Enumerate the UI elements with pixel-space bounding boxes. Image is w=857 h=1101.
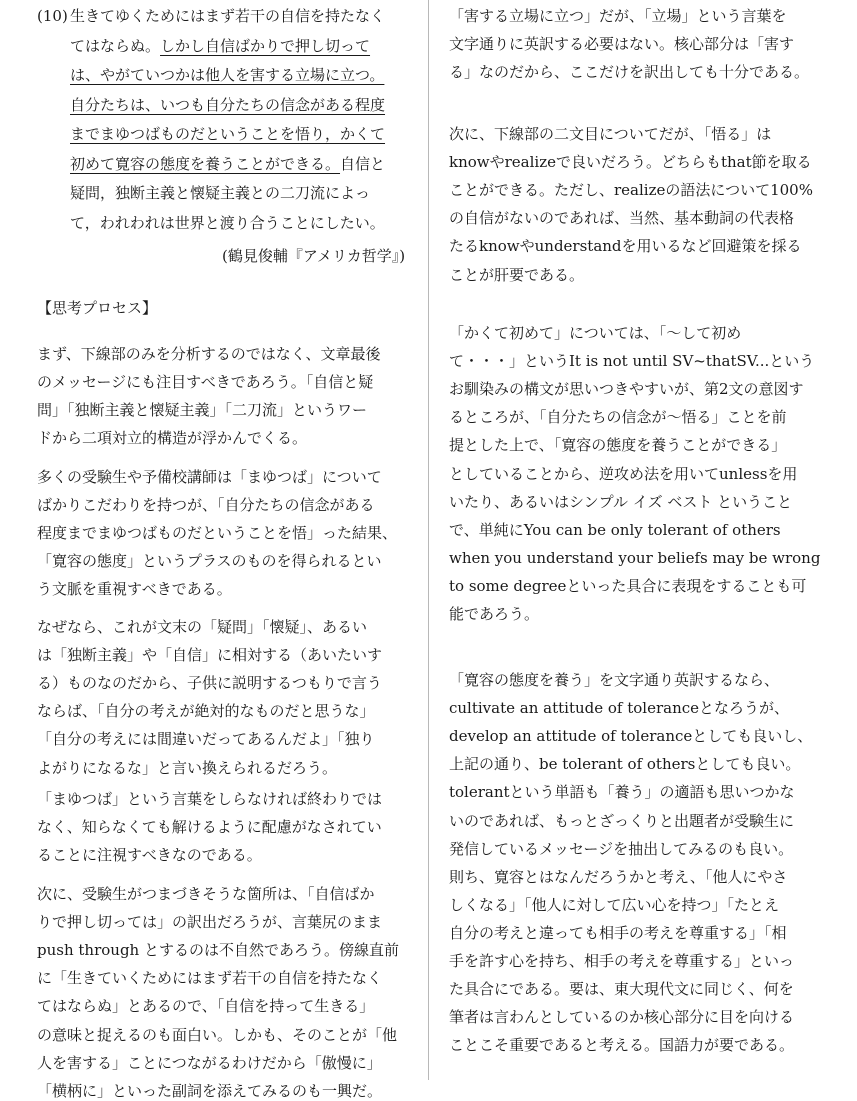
text-line: 発信しているメッセージを抽出してみるのも良い。 [449,839,794,858]
quote-line [70,124,385,144]
quote-source: (鶴見俊輔『アメリカ哲学』) [222,247,406,265]
quote-text: 自信と [340,154,386,173]
text-line: に「生きていくためにはまず若干の自信を持たなく [37,969,383,988]
text-line: ことが肝要である。 [449,265,585,284]
text-line: よがりになるな」と言い換えられるだろう。 [37,758,338,777]
text-line: knowやrealizeで良いだろう。どちらもthat節を取る [449,153,812,172]
text-line: の自信がないのであれば、当然、基本動詞の代表格 [449,209,795,228]
quote-text: てはならぬ。 [70,36,161,55]
text-line: まず、下線部のみを分析するのではなく、文章最後 [37,345,381,363]
quote-text: 疑問，独断主義と懐疑主義との二刀流によっ [70,184,371,202]
text-line: when you understand your beliefs may be wrong [449,548,821,567]
underlined-text: までまゆつばものだということを悟り，かくて [70,125,386,143]
text-line: 自分の考えと違っても相手の考えを尊重する」「相 [449,923,787,942]
text-line: to some degreeといった具合に表現をすることも可 [449,576,807,595]
text-line: ドから二項対立的構造が浮かんでくる。 [37,429,308,448]
underlined-text: は、やがていつかは他人を害する立場に立つ。 [70,66,385,84]
underlined-text: 初めて寛容の態度を養うことができる。 [70,154,341,173]
text-line: てはならぬ」とあるので、「自信を持って生きる」 [37,997,375,1016]
text-line: ばかりこだわりを持つが、「自分たちの信念がある [37,496,375,515]
quote-text: て，われわれは世界と渡り合うことにしたい。 [70,213,385,232]
text-line: 「害する立場に立つ」だが、「立場」という言葉を [449,7,787,25]
text-line: る」なのだから、ここだけを訳出しても十分である。 [449,63,810,82]
quote-line [70,65,384,85]
text-line: 「まゆつば」という言葉をしらなければ終わりでは [37,790,383,808]
quote-line [70,183,370,203]
quote-line [70,95,385,115]
quote-text: 生きてゆくためにはまず若干の自信を持たなく [70,7,386,25]
text-line: 「かくて初めて」については、「〜して初め [449,324,742,342]
underlined-text: しかし自信ばかりで押し切って [160,36,371,55]
section-heading: 【思考プロセス】 [37,299,158,317]
text-line: 次に、下線部の二文目についてだが、「悟る」は [449,125,772,143]
text-line: て・・・」というIt is not until SV~thatSV...という [449,352,815,371]
quote-line [70,6,385,26]
text-line: お馴染みの構文が思いつきやすいが、第2文の意図す [449,380,804,399]
text-line: 「寛容の態度を養う」を文字通り英訳するなら、 [449,671,780,689]
text-line: りで押し切っては」の訳出だろうが、言葉尻のまま [37,913,383,932]
text-line: develop an attitude of toleranceとしても良いし、 [449,727,813,746]
text-line: cultivate an attitude of toleranceとなろうが、 [449,699,790,718]
text-line: の意味と捉えるのも面白い。しかも、そのことが「他 [37,1025,398,1044]
column-divider [428,0,429,1080]
quote-line [70,213,385,233]
text-line: ることに注視すべきなのである。 [37,846,262,865]
text-line: で、単純にYou can be only tolerant of others [449,520,781,539]
text-line: のメッセージにも注目すべきであろう。「自信と疑 [37,373,374,392]
text-line: なく、知らなくても解けるように配慮がなされてい [37,818,382,837]
text-line: た具合にである。要は、東大現代文に同じく、何を [449,980,794,999]
text-line: なぜなら、これが文末の「疑問」「懐疑」、あるい [37,618,368,636]
text-line: ことができる。ただし、realizeの語法について100% [449,181,813,200]
text-line: いたり、あるいはシンプル イズ ベスト ということ [449,492,793,511]
text-line: しくなる」「他人に対して広い心を持つ」「たとえ [449,895,780,914]
text-line: たるknowやunderstandを用いるなど回避策を採る [449,237,802,256]
text-line: 「横柄に」といった副詞を添えてみるのも一興だ。 [37,1081,383,1100]
text-line: 「寛容の態度」というプラスのものを得られるとい [37,552,382,571]
text-line: としていることから、逆攻め法を用いてunlessを用 [449,464,798,483]
text-line: る）ものなのだから、子供に説明するつもりで言う [37,674,382,693]
quote-number: (10) [37,7,68,25]
quote-line [70,36,370,56]
text-line: 筆者は言わんとしているのか核心部分に目を向ける [449,1008,795,1027]
text-line: 提とした上で、「寛容の態度を養うことができる」 [449,436,787,455]
text-line: 文字通りに英訳する必要はない。核心部分は「害す [449,35,795,54]
text-line: ならば、「自分の考えが絶対的なものだと思うな」 [37,702,375,721]
text-line: るところが、「自分たちの信念が〜悟る」ことを前 [449,408,787,427]
text-line: 上記の通り、be tolerant of othersとしても良い。 [449,755,801,774]
text-line: 多くの受験生や予備校講師は「まゆつば」について [37,468,382,486]
text-line: う文脈を重視すべきである。 [37,580,232,599]
text-line: 手を許す心を持ち、相手の考えを尊重する」といっ [449,952,795,970]
text-line: tolerantという単語も「養う」の適語も思いつかな [449,783,795,802]
text-line: 問」「独断主義と懐疑主義」「二刀流」というワー [37,401,368,420]
text-line: いのであれば、もっとざっくりと出題者が受験生に [449,811,795,830]
underlined-text: 自分たちは、いつも自分たちの信念がある程度 [70,95,386,114]
text-line: 「自分の考えには間違いだってあるんだよ」「独り [37,730,375,749]
text-line: 次に、受験生がつまづきそうな箇所は、「自信ばか [37,885,375,903]
text-line: push through とするのは不自然であろう。傍線直前 [37,941,399,960]
text-line: 能であろう。 [449,605,540,623]
text-line: 則ち、寛容とはなんだろうかと考え、「他人にやさ [449,867,788,886]
text-line: 程度までまゆつばものだということを悟」った結果、 [37,524,398,543]
text-line: ことこそ重要であると考える。国語力が要である。 [449,1036,795,1055]
text-line: 人を害する」ことにつながるわけだから「傲慢に」 [37,1053,382,1072]
quote-line [70,154,385,174]
text-line: は「独断主義」や「自信」に相対する（あいたいす [37,646,383,665]
